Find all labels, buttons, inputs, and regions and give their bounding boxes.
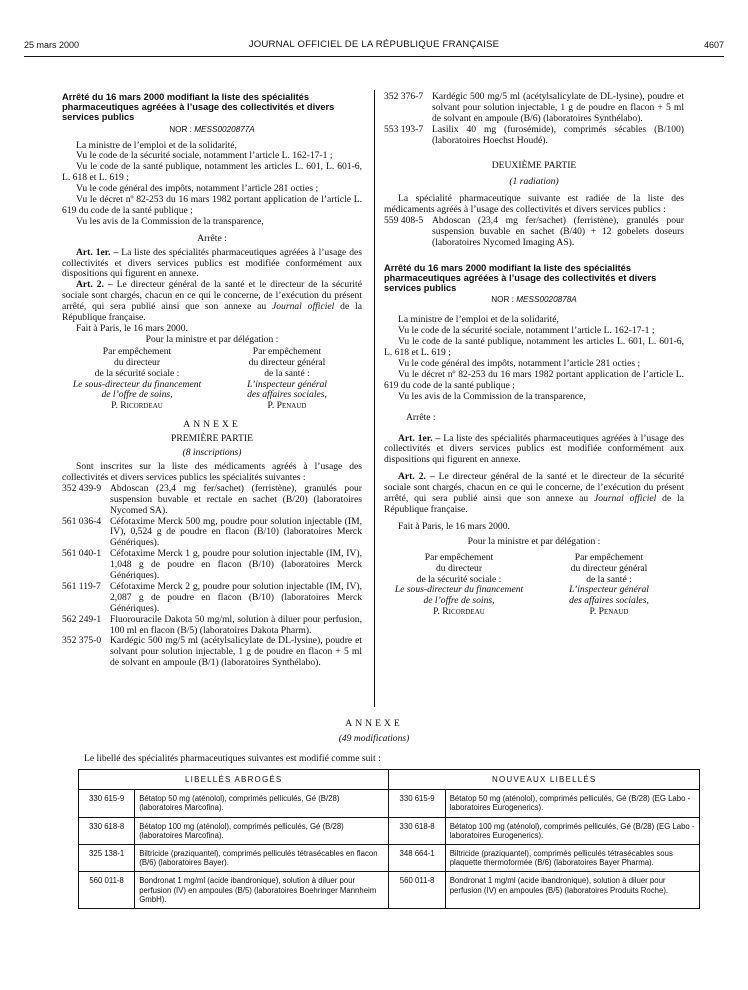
article-2-label: Art. 2. –: [398, 471, 435, 483]
left-column: [62, 92, 362, 669]
signatory-name: P. Ricordeau: [111, 400, 163, 412]
page-header: [24, 40, 724, 54]
old-label: Bondronat 1 mg/ml (acide ibandronique), solution à diluer pour perfusion (IV) en ampoules (B/5) (laboratoires Boehringer Mannheim GmbH).: [135, 872, 389, 909]
signature-left: Par empêchement du directeur de la sécurité sociale : Le sous-directeur du financement de l’offre de soins, P. Ricordeau: [384, 553, 534, 618]
list-item: 559 408-5 Abdoscan (23,4 mg fer/sachet) (ferristène), granulés pour suspension buvable en sachet (B/40) + 12 gobelets doseurs (laboratoires Nycomed Imaging AS).: [384, 215, 684, 248]
old-label: Bétatop 50 mg (aténolol), comprimés pelliculés, Gé (B/28) (laboratoires Marcofina).: [135, 790, 389, 817]
header-journal-title: JOURNAL OFFICIEL DE LA RÉPUBLIQUE FRANÇAISE: [248, 39, 500, 50]
preamble-line: Vu le code général des impôts, notamment l’article 281 octies ;: [398, 358, 641, 370]
article-1-label: Art. 1er. –: [398, 432, 441, 444]
cip-code: 352 375-0: [62, 635, 102, 647]
old-code: 330 618-8: [79, 817, 135, 844]
article-1: Art. 1er. – La liste des spécialités pharmaceutiques agréées à l’usage des collectivités et divers services publics est modifiée conformément aux dispositions qui figurent en annexe.: [62, 246, 362, 280]
arrete-heading: Arrête :: [406, 411, 436, 423]
preamble-line: La ministre de l’emploi et de la solidarité,: [76, 139, 237, 151]
new-label: Bétatop 100 mg (aténolol), comprimés pelliculés, Gé (B/28) (EG Labo - laboratoires Eurogenerics).: [445, 817, 699, 844]
article-2: Art. 2. – Le directeur général de la santé et le directeur de la sécurité sociale sont chargés, chacun en ce qui le concerne, de l’exécution du présent arrêté, qui sera publié ainsi que son annexe au Journal officiel de la République française.: [384, 471, 684, 515]
inscriptions-list: [62, 484, 362, 669]
annexe-2: [24, 719, 724, 745]
header-rule: [24, 56, 724, 57]
partie-heading-1: PREMIÈRE PARTIE: [171, 433, 253, 445]
right-column: [384, 92, 684, 618]
table-row: [79, 872, 700, 909]
list-item: 561 119-7 Céfotaxime Merck 2 g, poudre pour solution injectable (IM, IV), 2,087 g de poudre en flacon (B/10) (laboratoires Merck Génériques).: [62, 580, 362, 614]
list-item: 553 193-7 Lasilix 40 mg (furosémide), comprimés sécables (B/100) (laboratoires Hoechst Houdé).: [384, 123, 684, 146]
column-header-new: NOUVEAUX LIBELLÉS: [389, 770, 700, 790]
signature-date: Fait à Paris, le 16 mars 2000.: [76, 323, 188, 335]
old-code: 330 615-9: [79, 790, 135, 817]
cip-code: 561 119-7: [62, 580, 101, 592]
inscriptions-list-continued: [384, 92, 684, 147]
delegation-line: Pour la ministre et par délégation :: [467, 535, 601, 547]
signature-date: Fait à Paris, le 16 mars 2000.: [398, 520, 510, 532]
header-date: 25 mars 2000: [24, 40, 80, 50]
signatures: [62, 347, 362, 412]
preamble-line: La ministre de l’emploi et de la solidarité,: [398, 314, 559, 326]
libelle-intro: Le libellé des spécialités pharmaceutiques suivantes est modifié comme suit :: [84, 753, 381, 764]
modifications-count: (49 modifications): [338, 732, 410, 744]
new-code: 330 615-9: [389, 790, 445, 817]
cip-code: 352 439-9: [62, 482, 102, 494]
table-row: [79, 817, 700, 844]
nor-reference-2: NOR : MESS0020878A: [491, 295, 577, 305]
old-code: 560 011-8: [79, 872, 135, 909]
header-page-number: 4607: [703, 40, 724, 50]
new-label: Biltricide (praziquantel), comprimés pelliculés tétrasécables sous plaquette thermoformée (B/6) (laboratoires Bayer Pharma).: [445, 845, 699, 872]
new-code: 348 664-1: [389, 845, 445, 872]
modifications-table: [78, 769, 700, 909]
preamble-2: [384, 315, 684, 402]
signatory-name: P. Penaud: [589, 606, 629, 618]
new-code: 560 011-8: [389, 872, 445, 909]
arrete-title-2: Arrêté du 16 mars 2000 modifiant la liste des spécialités pharmaceutiques agréées à l’usage des collectivités et divers services publics: [384, 262, 657, 294]
inscriptions-count: (8 inscriptions): [182, 447, 242, 459]
radiation-count: (1 radiation): [509, 176, 559, 188]
column-header-old: LIBELLÉS ABROGÉS: [79, 770, 389, 790]
annexe-heading-1: ANNEXE: [183, 419, 241, 431]
table-row: [79, 845, 700, 872]
signatory-name: P. Ricordeau: [433, 606, 485, 618]
list-item: 352 376-7 Kardégic 500 mg/5 ml (acétylsalicylate de DL-lysine), poudre et solvant pour solution injectable, 1 g de poudre en flacon + 5 ml de solvant en ampoule (B/6) (laboratoires Synthélabo).: [384, 91, 684, 124]
cip-code: 561 040-1: [62, 548, 102, 560]
column-divider: [374, 90, 375, 707]
preamble-line: Vu le code de la santé publique, notamment les articles L. 601, L. 601-6, L. 618 et L. 619 ;: [384, 336, 684, 359]
signature-right: Par empêchement du directeur général de la santé : L’inspecteur général des affaires sociales, P. Penaud: [534, 553, 684, 618]
partie-heading-2: DEUXIÈME PARTIE: [491, 159, 577, 171]
list-item: 561 036-4 Céfotaxime Merck 500 mg, poudre pour solution injectable (IM, IV), 0,524 g de poudre en flacon (B/10) (laboratoires Merck Génériques).: [62, 515, 362, 549]
preamble-1: [62, 141, 362, 228]
old-code: 325 138-1: [79, 845, 135, 872]
table-header-row: [79, 770, 700, 790]
article-1: Art. 1er. – La liste des spécialités pharmaceutiques agréées à l’usage des collectivités et divers services publics est modifiée conformément aux dispositions qui figurent en annexe.: [384, 432, 684, 466]
radiation-intro: La spécialité pharmaceutique suivante est radiée de la liste des médicaments agréés à l’usage des collectivités et divers services publics :: [384, 193, 684, 216]
preamble-line: Vu les avis de la Commission de la transparence,: [76, 215, 264, 227]
old-label: Bétatop 100 mg (aténolol), comprimés pelliculés, Gé (B/28) (laboratoires Marcofina).: [135, 817, 389, 844]
new-label: Bondronat 1 mg/ml (acide ibandronique), solution à diluer pour perfusion (IV) en ampoules (B/5) (laboratoires Produits Roche).: [445, 872, 699, 909]
new-code: 330 618-8: [389, 817, 445, 844]
article-1-label: Art. 1er. –: [76, 246, 119, 258]
list-item: 352 375-0 Kardégic 500 mg/5 ml (acétylsalicylate de DL-lysine), poudre et solvant pour solution injectable, 1 g de poudre en flacon + 5 ml de solvant en ampoule (B/1) (laboratoires Synthélabo).: [62, 635, 362, 669]
preamble-line: Vu le décret nº 82-253 du 16 mars 1982 portant application de l’article L. 619 du code de la santé publique ;: [384, 368, 684, 391]
signatory-name: P. Penaud: [267, 400, 307, 412]
cip-code: 561 036-4: [62, 515, 102, 527]
signature-left: Par empêchement du directeur de la sécurité sociale : Le sous-directeur du financement de l’offre de soins, P. Ricordeau: [62, 347, 212, 412]
table-row: [79, 790, 700, 817]
cip-code: 562 249-1: [62, 613, 102, 625]
preamble-line: Vu le code de la sécurité sociale, notamment l’article L. 162-17-1 ;: [398, 325, 655, 337]
new-label: Bétatop 50 mg (aténolol), comprimés pelliculés, Gé (B/28) (EG Labo - laboratoires Eurogenerics).: [445, 790, 699, 817]
article-2-label: Art. 2. –: [76, 279, 113, 291]
nor-code-1: MESS0020877A: [194, 124, 255, 134]
preamble-line: Vu le code général des impôts, notamment l’article 281 octies ;: [76, 183, 319, 195]
cip-code: 352 376-7: [384, 91, 424, 102]
nor-reference-1: NOR : MESS0020877A: [169, 124, 255, 134]
signature-right: Par empêchement du directeur général de la santé : L’inspecteur général des affaires sociales, P. Penaud: [212, 347, 362, 412]
list-item: 352 439-9 Abdoscan (23,4 mg fer/sachet) (ferristène), granulés pour suspension buvable et rectale en sachet (B/20) (laboratoires Nycomed SA).: [62, 482, 362, 516]
signatures: [384, 553, 684, 618]
inscriptions-intro: Sont inscrites sur la liste des médicaments agréés à l’usage des collectivités et divers services publics les spécialités suivantes :: [62, 460, 362, 483]
article-2: Art. 2. – Le directeur général de la santé et le directeur de la sécurité sociale sont chargés, chacun en ce qui le concerne, de l’exécution du présent arrêté, qui sera publié ainsi que son annexe au Journal officiel de la République française.: [62, 279, 362, 324]
annexe-heading-2: ANNEXE: [345, 718, 403, 729]
cip-code: 559 408-5: [384, 215, 424, 227]
cip-code: 553 193-7: [384, 123, 424, 135]
preamble-line: Vu le décret nº 82-253 du 16 mars 1982 portant application de l’article L. 619 du code de la santé publique ;: [62, 194, 362, 216]
arrete-title-1: Arrêté du 16 mars 2000 modifiant la liste des spécialités pharmaceutiques agréées à l’usage des collectivités et divers services publics: [62, 92, 335, 123]
list-item: 562 249-1 Fluorouracile Dakota 50 mg/ml, solution à diluer pour perfusion, 100 ml en flacon (B/5) (laboratoires Dakota Pharm).: [62, 613, 362, 636]
preamble-line: Vu le code de la sécurité sociale, notamment l’article L. 162-17-1 ;: [76, 150, 333, 162]
old-label: Biltricide (praziquantel), comprimés pelliculés tétrasécables en flacon (B/6) (laboratoires Bayer).: [135, 845, 389, 872]
list-item: 561 040-1 Céfotaxime Merck 1 g, poudre pour solution injectable (IM, IV), 1,048 g de poudre en flacon (B/10) (laboratoires Merck Génériques).: [62, 548, 362, 582]
delegation-line: Pour la ministre et par délégation :: [145, 333, 279, 345]
arrete-heading: Arrête :: [197, 232, 227, 244]
preamble-line: Vu le code de la santé publique, notamment les articles L. 601, L. 601-6, L. 618 et L. 619 ;: [62, 161, 362, 184]
nor-code-2: MESS0020878A: [516, 295, 577, 305]
preamble-line: Vu les avis de la Commission de la transparence,: [398, 390, 586, 402]
